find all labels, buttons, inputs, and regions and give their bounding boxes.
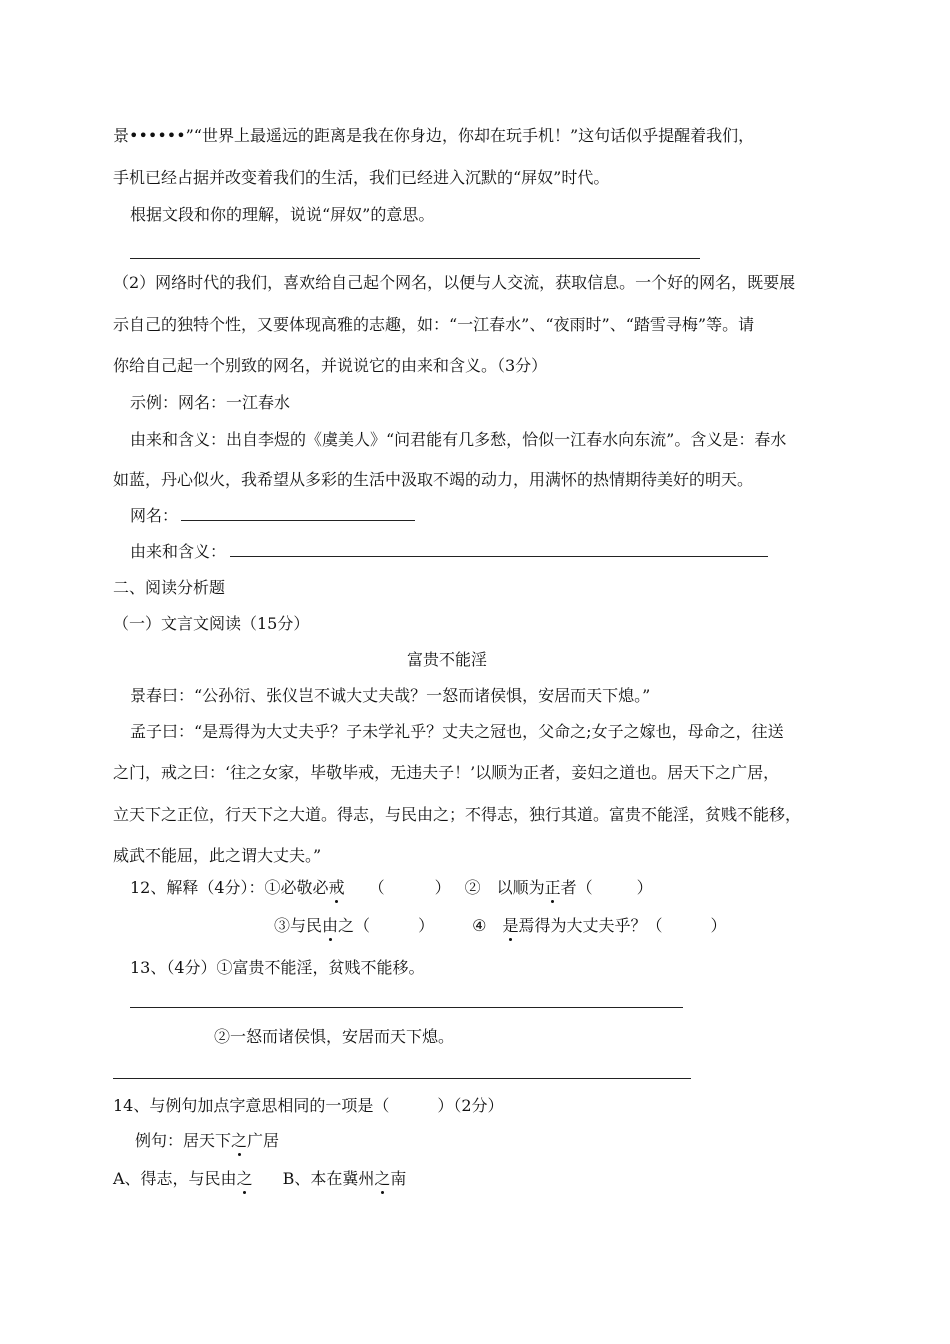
- question-text: （2）网络时代的我们，喜欢给自己起个网名，以便与人交流，获取信息。一个好的网名，既要展: [113, 273, 796, 292]
- subsection-heading: （一）文言文阅读（15分）: [113, 614, 310, 633]
- example-origin: 由来和含义：出自李煜的《虞美人》“问君能有几多愁，恰似一江春水向东流”。含义是：春水: [130, 430, 787, 449]
- passage-line: 威武不能屈，此之谓大丈夫。”: [113, 846, 322, 865]
- q14-stem: 14、与例句加点字意思相同的一项是（ ）（2分）: [113, 1096, 504, 1115]
- q12-row-1: 12、解释（4分）：①必敬必戒 （ ） ② 以顺为正者（ ）: [130, 878, 653, 897]
- emphasis-char: 是: [502, 916, 519, 935]
- q14-example: 例句：居天下之广居: [135, 1131, 280, 1150]
- q12-label: 12、解释（4分）：: [130, 878, 265, 897]
- passage-line: 孟子曰：“是焉得为大丈夫乎？子未学礼乎？丈夫之冠也，父命之;女子之嫁也，母命之，往送: [130, 722, 784, 741]
- q12-row-2: ③与民由之（ ） ④ 是焉得为大丈夫乎？（ ）: [274, 916, 727, 935]
- question-text: 你给自己起一个别致的网名，并说说它的由来和含义。（3分）: [113, 356, 548, 375]
- example-origin: 如蓝，丹心似火，我希望从多彩的生活中汲取不竭的动力，用满怀的热情期待美好的明天。: [113, 470, 754, 489]
- passage-title: 富贵不能淫: [407, 650, 488, 669]
- emphasis-char: 之: [231, 1131, 248, 1150]
- answer-line: [130, 258, 700, 259]
- answer-line: [130, 1007, 683, 1008]
- question-text: 示自己的独特个性，又要体现高雅的志趣，如：“一江春水”、“夜雨时”、“踏雪寻梅”等。请: [113, 315, 755, 334]
- q14-options: [113, 1169, 406, 1189]
- answer-line: [113, 1078, 691, 1079]
- question-prompt: 根据文段和你的理解，说说“屏奴”的意思。: [130, 205, 435, 224]
- section-heading: 二、阅读分析题: [113, 578, 226, 597]
- passage-line: 景春曰：“公孙衍、张仪岂不诚大丈夫哉？一怒而诸侯惧，安居而天下熄。”: [130, 686, 651, 705]
- emphasis-char: 戒: [328, 878, 345, 897]
- example-line: 示例：网名：一江春水: [130, 393, 291, 412]
- name-label: 网名：: [130, 506, 179, 525]
- emphasis-char: 之: [236, 1169, 253, 1188]
- passage-line: 之门，戒之曰：‘往之女家，毕敬毕戒，无违夫子！’以顺为正者，妾妇之道也。居天下之广居，: [113, 763, 780, 782]
- option-b: B、本在冀州之南: [282, 1169, 407, 1188]
- passage-line: 景••••••”“世界上最遥远的距离是我在你身边，你却在玩手机！”这句话似乎提醒着我们，: [113, 126, 755, 145]
- name-answer-line: [181, 520, 415, 521]
- emphasis-char: 由: [322, 916, 339, 935]
- emphasis-char: 之: [374, 1169, 391, 1188]
- passage-line: 手机已经占据并改变着我们的生活，我们已经进入沉默的“屏奴”时代。: [113, 168, 610, 187]
- meaning-label: 由来和含义：: [130, 542, 227, 561]
- passage-line: 立天下之正位，行天下之大道。得志，与民由之；不得志，独行其道。富贵不能淫，贫贱不能移，: [113, 805, 802, 824]
- q13-item-1: 13、（4分）①富贵不能淫，贫贱不能移。: [130, 958, 425, 977]
- meaning-answer-line: [230, 556, 768, 557]
- option-a: A、得志，与民由之: [113, 1169, 253, 1188]
- emphasis-char: 正: [544, 878, 561, 897]
- q13-item-2: ②一怒而诸侯惧，安居而天下熄。: [214, 1027, 455, 1046]
